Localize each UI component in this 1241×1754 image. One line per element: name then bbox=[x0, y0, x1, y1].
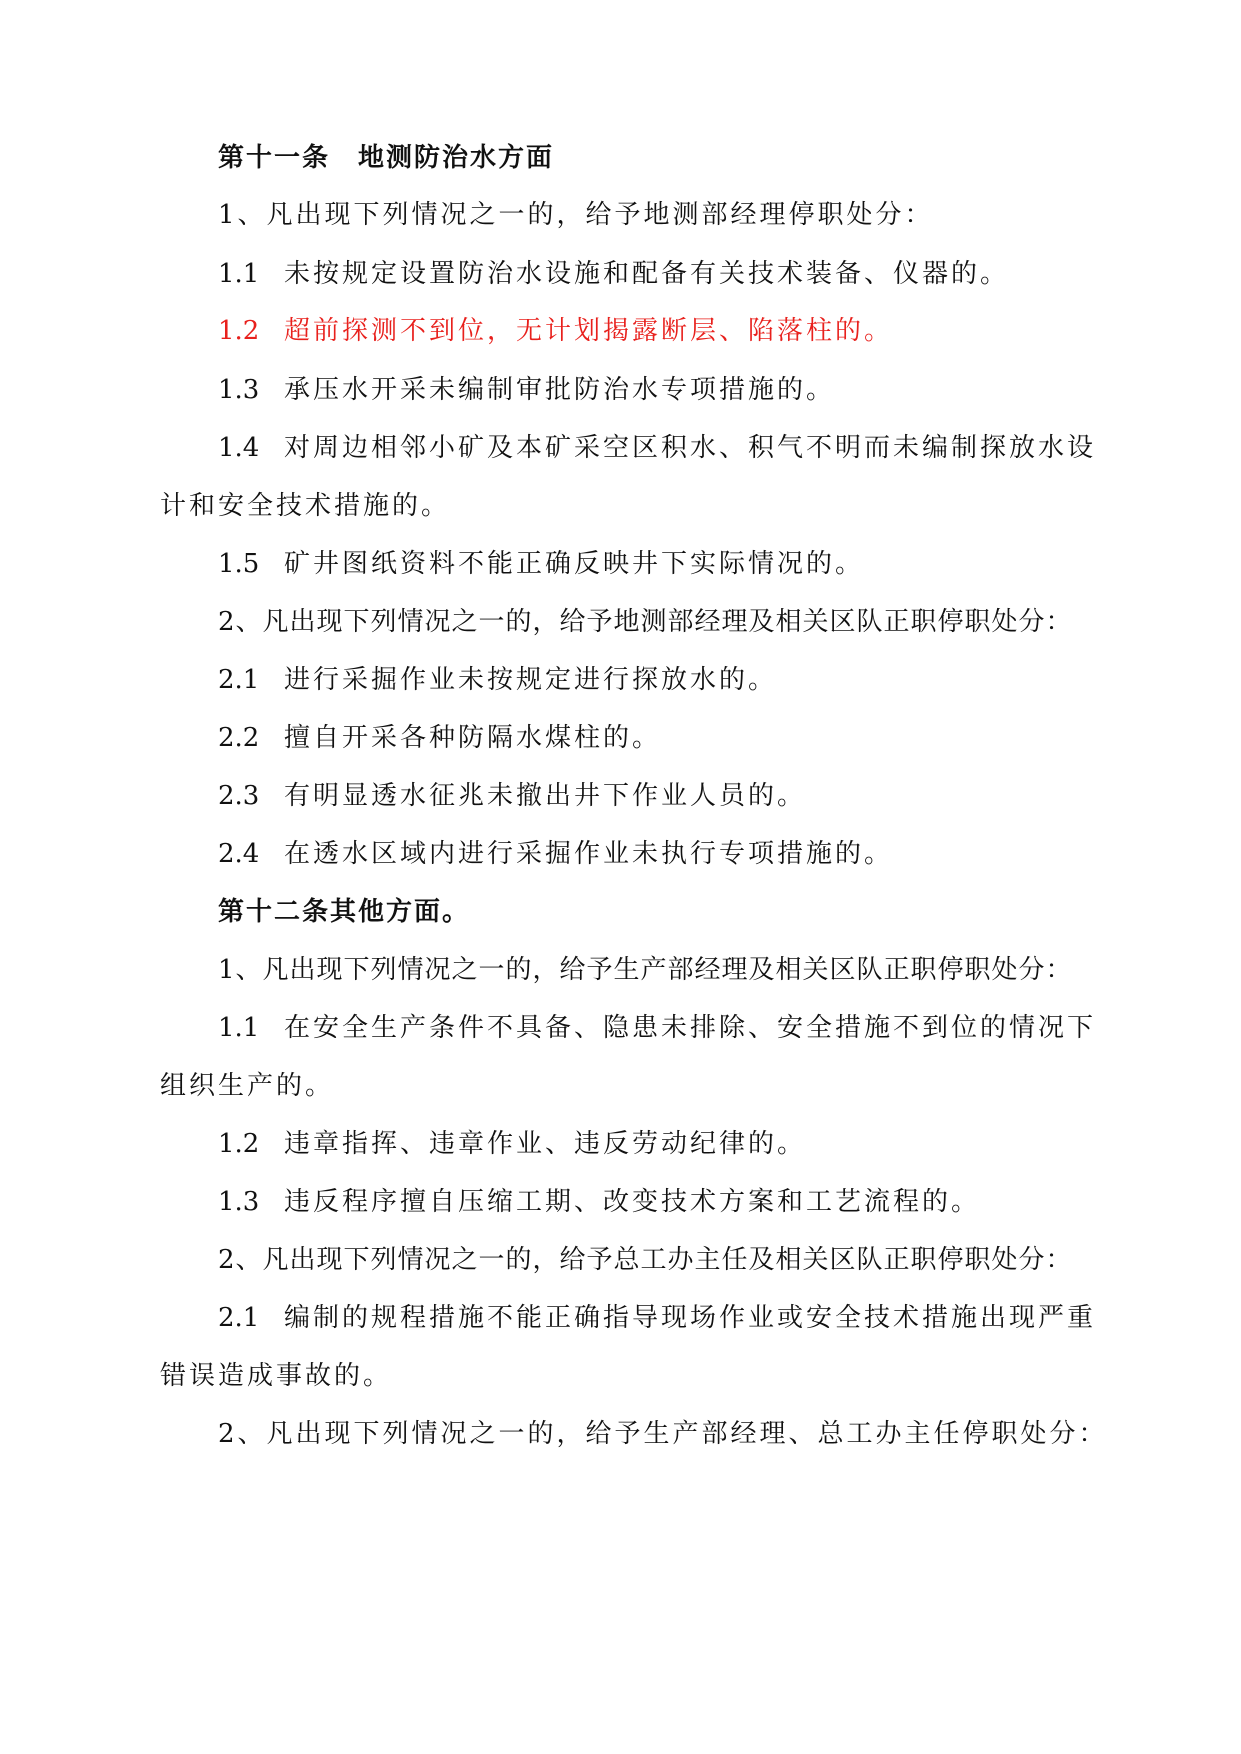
item-text: 在透水区域内进行采掘作业未执行专项措施的。 bbox=[284, 839, 894, 869]
item-text: 超前探测不到位，无计划揭露断层、陷落柱的。 bbox=[284, 316, 894, 346]
item-text: 违章指挥、违章作业、违反劳动纪律的。 bbox=[284, 1129, 807, 1159]
item-number: 1.4 bbox=[218, 433, 260, 463]
item-number: 1.1 bbox=[218, 259, 260, 289]
item-number: 1.3 bbox=[218, 1187, 260, 1217]
item-number: 2.1 bbox=[218, 1303, 260, 1333]
item-text: 违反程序擅自压缩工期、改变技术方案和工艺流程的。 bbox=[284, 1187, 981, 1217]
article-12-heading: 第十二条其他方面。 bbox=[218, 897, 471, 927]
item-2-3 bbox=[218, 778, 1241, 814]
item-1-3 bbox=[218, 372, 1241, 408]
item-text: 未按规定设置防治水设施和配备有关技术装备、仪器的。 bbox=[284, 259, 1010, 289]
item-1-1 bbox=[218, 256, 1241, 292]
clause-2-intro-b: 2、凡出现下列情况之一的，给予总工办主任及相关区队正职停职处分： bbox=[218, 1245, 1073, 1275]
item-2-2 bbox=[218, 720, 1241, 756]
item-2-4 bbox=[218, 836, 1241, 872]
item-1-4 bbox=[218, 430, 1241, 466]
item-text: 承压水开采未编制审批防治水专项措施的。 bbox=[284, 375, 836, 405]
item-text: 有明显透水征兆未撤出井下作业人员的。 bbox=[284, 781, 807, 811]
item-1-3-b bbox=[218, 1184, 1241, 1220]
item-number: 2.3 bbox=[218, 781, 260, 811]
item-text: 对周边相邻小矿及本矿采空区积水、积气不明而未编制探放水设 bbox=[284, 433, 1097, 463]
item-number: 1.2 bbox=[218, 1129, 260, 1159]
item-text: 在安全生产条件不具备、隐患未排除、安全措施不到位的情况下 bbox=[284, 1013, 1097, 1043]
item-number: 1.2 bbox=[218, 316, 260, 346]
item-text: 进行采掘作业未按规定进行探放水的。 bbox=[284, 665, 778, 695]
clause-1-intro-b: 1、凡出现下列情况之一的，给予生产部经理及相关区队正职停职处分： bbox=[218, 955, 1073, 985]
item-number: 2.2 bbox=[218, 723, 260, 753]
item-text: 擅自开采各种防隔水煤柱的。 bbox=[284, 723, 662, 753]
item-1-1-b-continued: 组织生产的。 bbox=[160, 1071, 335, 1101]
item-1-5 bbox=[218, 546, 1241, 582]
item-number: 1.1 bbox=[218, 1013, 260, 1043]
item-2-1-b-continued: 错误造成事故的。 bbox=[160, 1361, 393, 1391]
item-1-4-continued: 计和安全技术措施的。 bbox=[160, 491, 451, 521]
item-number: 2.1 bbox=[218, 665, 260, 695]
item-2-1-b bbox=[218, 1300, 1241, 1336]
item-text: 矿井图纸资料不能正确反映井下实际情况的。 bbox=[284, 549, 865, 579]
item-1-1-b bbox=[218, 1010, 1241, 1046]
item-2-1 bbox=[218, 662, 1241, 698]
clause-1-intro: 1、凡出现下列情况之一的，给予地测部经理停职处分： bbox=[218, 200, 934, 230]
item-1-2-highlighted bbox=[218, 313, 1241, 349]
item-number: 1.3 bbox=[218, 375, 260, 405]
item-number: 2.4 bbox=[218, 839, 260, 869]
clause-2-intro: 2、凡出现下列情况之一的，给予地测部经理及相关区队正职停职处分： bbox=[218, 607, 1073, 637]
clause-2-intro-c: 2、凡出现下列情况之一的，给予生产部经理、总工办主任停职处分： bbox=[218, 1419, 1108, 1449]
item-text: 编制的规程措施不能正确指导现场作业或安全技术措施出现严重 bbox=[284, 1303, 1097, 1333]
item-number: 1.5 bbox=[218, 549, 260, 579]
article-11-heading: 第十一条 地测防治水方面 bbox=[218, 143, 555, 173]
item-1-2-b bbox=[218, 1126, 1241, 1162]
